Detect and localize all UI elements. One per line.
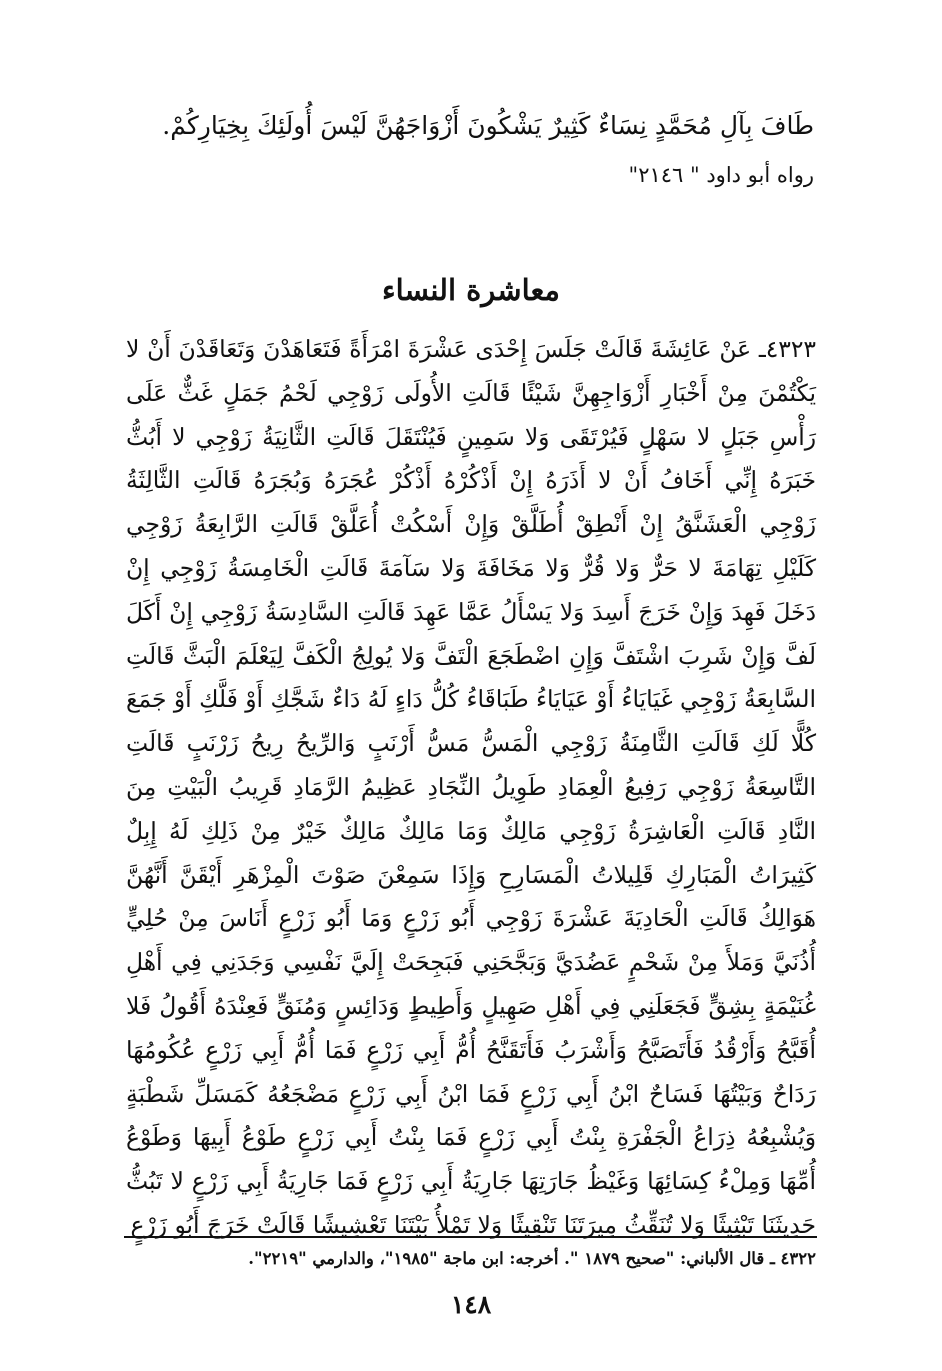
previous-hadith-ending: طَافَ بِآلِ مُحَمَّدٍ نِسَاءٌ كَثِيرٌ يَشْكُونَ أَزْوَاجَهُنَّ لَيْسَ أُولَئِكَ بِخِيَارِكُمْ. [162, 111, 814, 140]
footnote: ٤٣٢٢ ـ قال الألباني: "صحيح ١٨٧٩ ". أخرجه: ابن ماجة "١٩٨٥"، والدارمي "٢٢١٩". [248, 1249, 816, 1268]
page-number: ١٤٨ [450, 1290, 492, 1319]
hadith-body-text: ٤٣٢٣ـ عَنْ عَائِشَةَ قَالَتْ جَلَسَ إِحْدَى عَشْرَةَ امْرَأَةً فَتَعَاهَدْنَ وَتَعَاقَدْنَ أَنْ لا يَكْتُمْنَ مِنْ أَخْبَارِ أَزْوَاجِهِنَّ شَيْئًا قَالَتِ الأُولَى زَوْجِي لَحْمُ جَمَلٍ غَثٌّ عَلَى رَأْسِ جَبَلٍ لا سَهْلٍ فَيُرْتَقَى وَلا سَمِينٍ فَيُنْتَقَلَ قَالَتِ الثَّانِيَةُ زَوْجِي لا أَبُثُّ خَبَرَهُ إِنِّي أَخَافُ أَنْ لا أَذَرَهُ إِنْ أَذْكُرْهُ أَذْكُرْ عُجَرَهُ وَبُجَرَهُ قَالَتِ الثَّالِثَةُ زَوْجِي الْعَشَنَّقُ إِنْ أَنْطِقْ أُطَلَّقْ وَإِنْ أَسْكُتْ أُعَلَّقْ قَالَتِ الرَّابِعَةُ زَوْجِي كَلَيْلِ تِهَامَةَ لا حَرٌّ وَلا قُرٌّ وَلا مَخَافَةَ وَلا سَآمَةَ قَالَتِ الْخَامِسَةُ زَوْجِي إِنْ دَخَلَ فَهِدَ وَإِنْ خَرَجَ أَسِدَ وَلا يَسْأَلُ عَمَّا عَهِدَ قَالَتِ السَّادِسَةُ زَوْجِي إِنْ أَكَلَ لَفَّ وَإِنْ شَرِبَ اشْتَفَّ وَإِنِ اضْطَجَعَ الْتَفَّ وَلا يُولِجُ الْكَفَّ لِيَعْلَمَ الْبَثَّ قَالَتِ السَّابِعَةُ زَوْجِي غَيَايَاءُ أَوْ عَيَايَاءُ طَبَاقَاءُ كُلُّ دَاءٍ لَهُ دَاءٌ شَجَّكِ أَوْ فَلَّكِ أَوْ جَمَعَ كُلًّا لَكِ قَالَتِ الثَّامِنَةُ زَوْجِي الْمَسُّ مَسُّ أَرْنَبٍ وَالرِّيحُ رِيحُ زَرْنَبٍ قَالَتِ التَّاسِعَةُ زَوْجِي رَفِيعُ الْعِمَادِ طَوِيلُ النِّجَادِ عَظِيمُ الرَّمَادِ قَرِيبُ الْبَيْتِ مِنَ النَّادِ قَالَتِ الْعَاشِرَةُ زَوْجِي مَالِكٌ وَمَا مَالِكٌ مَالِكٌ خَيْرٌ مِنْ ذَلِكِ لَهُ إِبِلٌ كَثِيرَاتُ الْمَبَارِكِ قَلِيلاتُ الْمَسَارِحِ وَإِذَا سَمِعْنَ صَوْتَ الْمِزْهَرِ أَيْقَنَّ أَنَّهُنَّ هَوَالِكُ قَالَتِ الْحَادِيَةَ عَشْرَةَ زَوْجِي أَبُو زَرْعٍ وَمَا أَبُو زَرْعٍ أَنَاسَ مِنْ حُلِيٍّ أُذُنَيَّ وَمَلأَ مِنْ شَحْمٍ عَضُدَيَّ وَبَجَّحَنِي فَبَجِحَتْ إِلَيَّ نَفْسِي وَجَدَنِي فِي أَهْلِ غُنَيْمَةٍ بِشِقٍّ فَجَعَلَنِي فِي أَهْلِ صَهِيلٍ وَأَطِيطٍ وَدَائِسٍ وَمُنَقٍّ فَعِنْدَهُ أَقُولُ فَلا أُقَبَّحُ وَأَرْقُدُ فَأَتَصَبَّحُ وَأَشْرَبُ فَأَتَقَنَّحُ أُمُّ أَبِي زَرْعٍ فَمَا أُمُّ أَبِي زَرْعٍ عُكُومُهَا رَدَاحٌ وَبَيْتُهَا فَسَاحٌ ابْنُ أَبِي زَرْعٍ فَمَا ابْنُ أَبِي زَرْعٍ مَضْجَعُهُ كَمَسَلِّ شَطْبَةٍ وَيُشْبِعُهُ ذِرَاعُ الْجَفْرَةِ بِنْتُ أَبِي زَرْعٍ فَمَا بِنْتُ أَبِي زَرْعٍ طَوْعُ أَبِيهَا وَطَوْعُ أُمِّهَا وَمِلْءُ كِسَائِهَا وَغَيْظُ جَارَتِهَا جَارِيَةُ أَبِي زَرْعٍ فَمَا جَارِيَةُ أَبِي زَرْعٍ لا تَبُثُّ حَدِيثَنَا تَبْثِيثًا وَلا تُنَقِّثُ مِيرَتَنَا تَنْقِيثًا وَلا تَمْلأُ بَيْتَنَا تَعْشِيشًا قَالَتْ خَرَجَ أَبُو زَرْعٍ [126, 335, 816, 1239]
hadith-source-reference: رواه أبو داود " ٢١٤٦" [628, 163, 814, 187]
chapter-title: معاشرة النساء [382, 273, 560, 307]
footnote-separator [124, 1236, 817, 1238]
